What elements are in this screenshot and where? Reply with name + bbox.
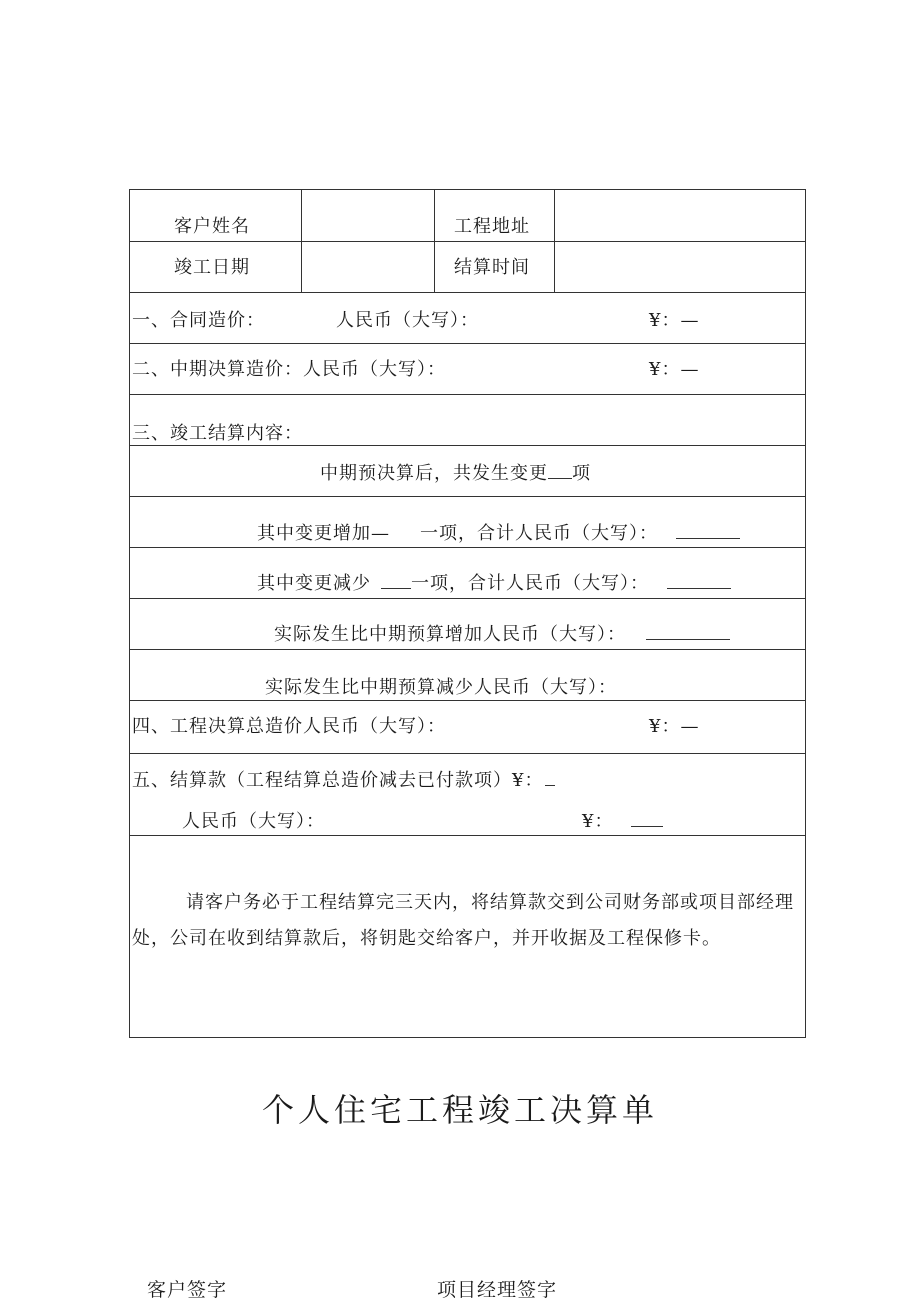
settlement-time-label: 结算时间 — [454, 257, 530, 278]
payment-rmb-label: 人民币（大写）： — [182, 811, 325, 832]
divider — [130, 292, 805, 293]
client-name-label: 客户姓名 — [174, 216, 250, 237]
increase-amount-blank — [676, 524, 740, 539]
divider — [130, 598, 805, 599]
divider — [130, 547, 805, 548]
divider — [130, 394, 805, 395]
divider — [130, 649, 805, 650]
total-yen-value: ¥：— — [649, 716, 700, 737]
decrease-count-blank — [381, 574, 411, 589]
divider — [130, 343, 805, 344]
changes-count-blank — [548, 464, 572, 479]
decrease-prefix: 其中变更减少 — [257, 573, 371, 594]
actual-decrease-label: 实际发生比中期预算减少人民币（大写）： — [265, 677, 617, 698]
actual-increase-line — [274, 624, 730, 646]
divider — [130, 835, 805, 836]
changes-count-prefix: 中期预决算后，共发生变更 — [320, 463, 548, 484]
increase-line — [257, 523, 740, 545]
notice-paragraph: 请客户务必于工程结算完三天内，将结算款交到公司财务部或项目部经理处，公司在收到结算款后，将钥匙交给客户，并开收据及工程保修卡。 — [132, 892, 794, 949]
column-divider — [434, 190, 435, 292]
decrease-suffix: 一项，合计人民币（大写）： — [411, 573, 649, 594]
changes-count-suffix: 项 — [572, 463, 591, 484]
divider — [130, 445, 805, 446]
interim-price-label: 二、中期决算造价：人民币（大写）： — [132, 359, 446, 380]
payment-amount-blank — [631, 812, 663, 827]
divider — [130, 700, 805, 701]
divider — [130, 753, 805, 754]
contract-price-label: 一、合同造价： — [132, 310, 265, 331]
decrease-amount-blank — [667, 574, 731, 589]
contract-rmb-label: 人民币（大写）： — [336, 310, 479, 331]
interim-yen-value: ¥：— — [649, 359, 700, 380]
document-title: 个人住宅工程竣工决算单 — [261, 1091, 658, 1129]
payment-label: 五、结算款（工程结算总造价减去已付款项）¥： — [132, 770, 544, 791]
settlement-form — [129, 189, 806, 1038]
payment-yen-line — [582, 811, 663, 833]
actual-increase-label: 实际发生比中期预算增加人民币（大写）： — [274, 624, 626, 645]
column-divider — [301, 190, 302, 292]
divider — [130, 496, 805, 497]
changes-count-line — [320, 463, 591, 485]
payment-yen-label: ¥： — [582, 811, 614, 832]
client-signature-label: 客户签字 — [147, 1279, 228, 1301]
increase-prefix: 其中变更增加— — [257, 523, 390, 544]
manager-signature-label: 项目经理签字 — [437, 1279, 558, 1301]
decrease-line — [257, 573, 731, 595]
column-divider — [554, 190, 555, 292]
divider — [130, 241, 805, 242]
payment-line — [132, 770, 555, 792]
increase-suffix: 一项，合计人民币（大写）： — [420, 523, 658, 544]
contract-yen-value: ¥：— — [649, 310, 700, 331]
project-address-label: 工程地址 — [454, 216, 530, 237]
payment-yen-blank — [545, 771, 555, 786]
actual-increase-blank — [646, 625, 730, 640]
completion-content-label: 三、竣工结算内容： — [132, 423, 303, 444]
total-price-label: 四、工程决算总造价人民币（大写）： — [132, 716, 446, 737]
completion-date-label: 竣工日期 — [174, 257, 250, 278]
